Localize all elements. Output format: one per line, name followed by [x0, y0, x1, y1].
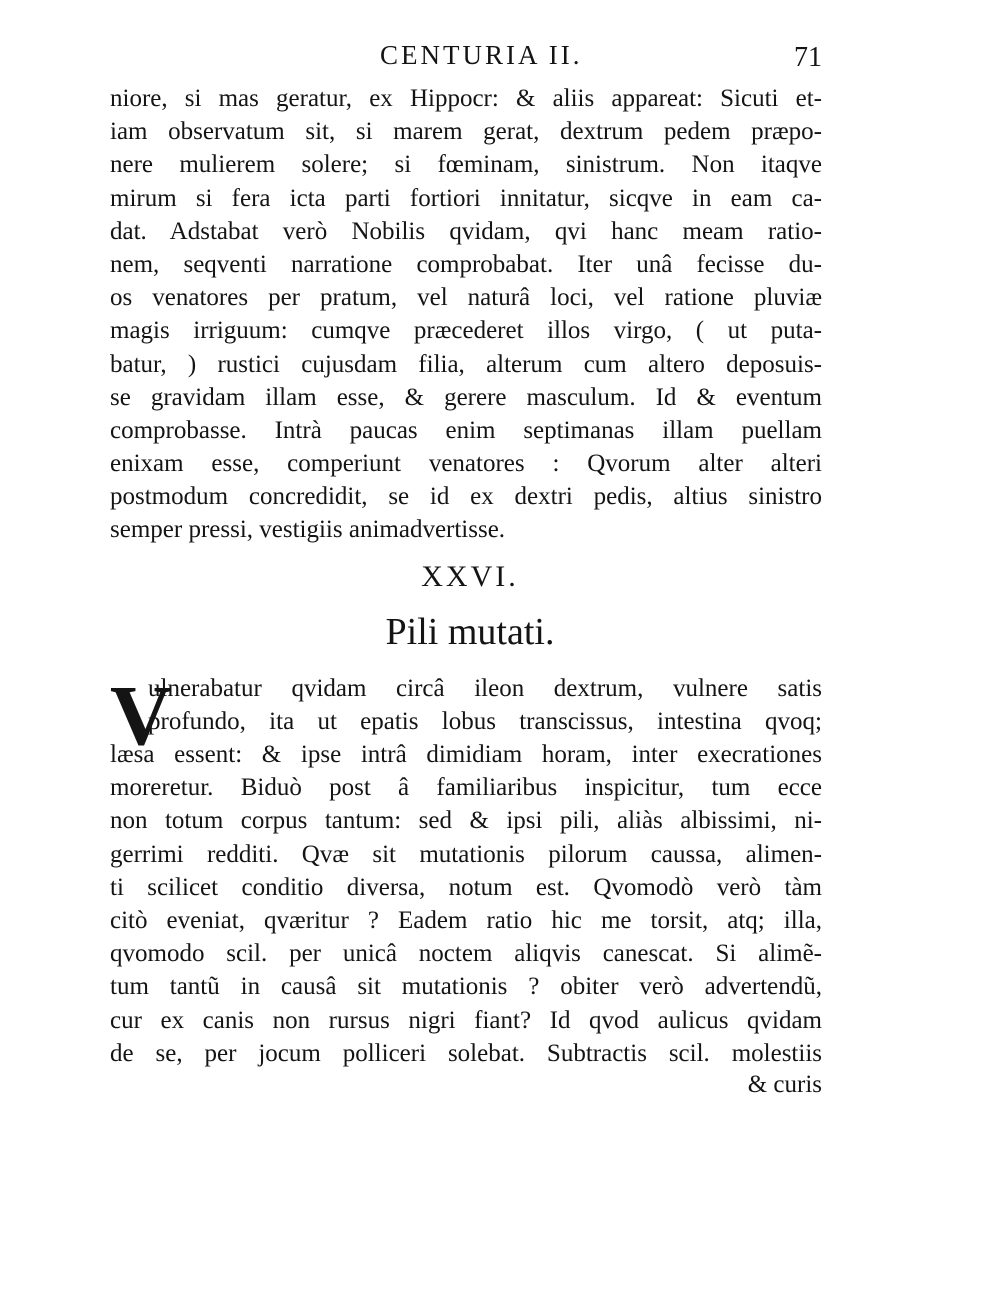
text-line: enixam esse, comperiunt venatores : Qvorum alter alteri	[110, 450, 822, 478]
section-title: Pili mutati.	[385, 611, 555, 653]
text-line: niore, si mas geratur, ex Hippocr: & aliis appareat: Sicuti et-	[110, 85, 822, 112]
text-line: mirum si fera icta parti fortiori innitatur, sicqve in eam ca-	[110, 184, 822, 212]
text-line: se gravidam illam esse, & gerere masculum. Id & eventum	[110, 383, 822, 411]
text-line: postmodum concredidit, se id ex dextri pedis, altius sinistro	[110, 483, 822, 511]
text-line: qvomodo scil. per unicâ noctem aliqvis canescat. Si alimẽ-	[110, 940, 822, 968]
text-line: comprobasse. Intrà paucas enim septimanas illam puellam	[110, 416, 822, 444]
catchword: & curis	[747, 1071, 822, 1098]
text-line: profundo, ita ut epatis lobus transcissus, intestina qvoq;	[148, 708, 822, 736]
text-line: magis irriguum: cumqve præcederet illos virgo, ( ut puta-	[110, 317, 822, 345]
text-line: citò eveniat, qværitur ? Eadem ratio hic me torsit, atq; illa,	[110, 906, 822, 934]
section-number: XXVI.	[421, 560, 519, 593]
text-line: non totum corpus tantum: sed & ipsi pili, aliàs albissimi, ni-	[110, 807, 822, 835]
drop-cap-initial: V	[110, 667, 173, 763]
text-line: gerrimi redditi. Qvæ sit mutationis pilorum caussa, alimen-	[110, 840, 822, 868]
text-line: batur, ) rustici cujusdam filia, alterum cum altero deposuis-	[110, 350, 822, 378]
text-line: læsa essent: & ipse intrâ dimidiam horam, inter execrationes	[110, 741, 822, 768]
text-line: ulnerabatur qvidam circâ ileon dextrum, vulnere satis	[148, 675, 822, 702]
text-line: dat. Adstabat verò Nobilis qvidam, qvi hanc meam ratio-	[110, 217, 822, 245]
text-line: nere mulierem solere; si fœminam, sinistrum. Non itaqve	[110, 151, 822, 179]
paragraph-body	[110, 738, 822, 1070]
paragraph-continuation	[110, 82, 822, 547]
text-line: iam observatum sit, si marem gerat, dextrum pedem præpo-	[110, 118, 822, 146]
page-header	[110, 40, 822, 80]
text-line: nem, seqventi narratione comprobabat. Iter unâ fecisse du-	[110, 250, 822, 278]
text-line: de se, per jocum polliceri solebat. Subtractis scil. molestiis	[110, 1039, 822, 1067]
text-line: cur ex canis non rursus nigri fiant? Id qvod aulicus qvidam	[110, 1006, 822, 1034]
text-line: moreretur. Biduò post â familiaribus inspicitur, tum ecce	[110, 774, 822, 802]
text-line: tum tantũ in causâ sit mutationis ? obiter verò advertendũ,	[110, 973, 822, 1001]
page-number: 71	[794, 42, 822, 73]
running-title: CENTURIA II.	[380, 40, 583, 70]
paragraph-indented-lines	[148, 672, 822, 738]
text-line: os venatores per pratum, vel naturâ loci, vel ratione pluviæ	[110, 284, 822, 312]
text-line: ti scilicet conditio diversa, notum est. Qvomodò verò tàm	[110, 873, 822, 901]
text-line: semper pressi, vestigiis animadvertisse.	[110, 516, 506, 544]
